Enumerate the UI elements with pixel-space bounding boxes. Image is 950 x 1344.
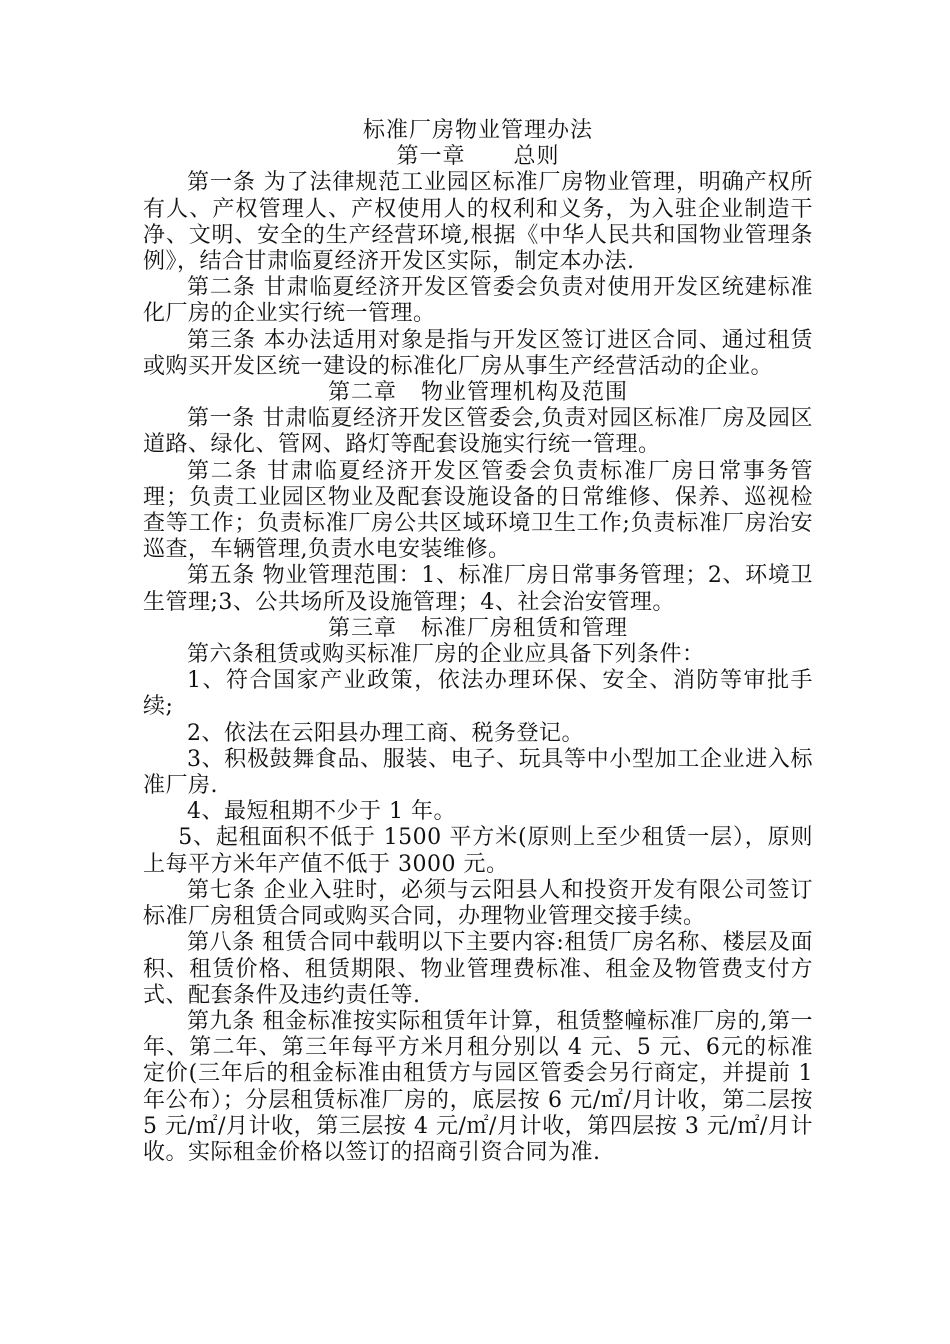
paragraph: 第五条 物业管理范围：1、标准厂房日常事务管理；2、环境卫生管理;3、公共场所及设施管理；4、社会治安管理。 [143,563,813,615]
paragraph: 第七条 企业入驻时，必须与云阳县人和投资开发有限公司签订标准厂房租赁合同或购买合同，办理物业管理交接手续。 [143,877,813,930]
paragraph: 1、符合国家产业政策，依法办理环保、安全、消防等审批手续; [143,668,813,720]
paragraph: 第六条租赁或购买标准厂房的企业应具备下列条件： [187,642,705,668]
paragraph: 第二条 甘肃临夏经济开发区管委会负责对使用开发区统建标准化厂房的企业实行统一管理。 [143,275,813,327]
paragraph: 第二条 甘肃临夏经济开发区管委会负责标准厂房日常事务管理；负责工业园区物业及配套设施设备的日常维修、保养、巡视检查等工作；负责标准厂房公共区域环境卫生工作;负责标准厂房治安巡查，车辆管理,负责水电安装维修。 [143,458,813,563]
chapter-heading-3: 第三章 标准厂房租赁和管理 [328,615,628,641]
paragraph: 第八条 租赁合同中载明以下主要内容:租赁厂房名称、楼层及面积、租赁价格、租赁期限、物业管理费标准、租金及物管费支付方式、配套条件及违约责任等. [143,930,813,1008]
paragraph: 5、起租面积不低于 1500 平方米(原则上至少租赁一层），原则上每平方米年产值不低于 3000 元。 [143,825,813,877]
document-title: 标准厂房物业管理办法 [362,118,593,143]
paragraph: 第一条 为了法律规范工业园区标准厂房物业管理，明确产权所有人、产权管理人、产权使用人的权利和义务，为入驻企业制造干净、文明、安全的生产经营环境,根据《中华人民共和国物业管理条例》，结合甘肃临夏经济开发区实际，制定本办法. [143,170,813,275]
document-page [143,118,813,1166]
paragraph: 第一条 甘肃临夏经济开发区管委会,负责对园区标准厂房及园区道路、绿化、管网、路灯等配套设施实行统一管理。 [143,406,813,458]
paragraph: 第九条 租金标准按实际租赁年计算，租赁整幢标准厂房的,第一年、第二年、第三年每平方米月租分别以 4 元、5 元、6元的标准定价(三年后的租金标准由租赁方与园区管委会另行商定，并提前 1 年公布）；分层租赁标准厂房的，底层按 6 元/㎡/月计收，第二层按 5 元/㎡/月计收，第三层按 4 元/㎡/月计收，第四层按 3 元/㎡/月计收。实际租金价格以签订的招商引资合同为准. [143,1008,813,1165]
paragraph: 第三条 本办法适用对象是指与开发区签订进区合同、通过租赁或购买开发区统一建设的标准化厂房从事生产经营活动的企业。 [143,327,813,379]
chapter-heading-2: 第二章 物业管理机构及范围 [328,380,628,406]
paragraph: 4、最短租期不少于 1 年。 [187,799,456,825]
paragraph: 3、积极鼓舞食品、服装、电子、玩具等中小型加工企业进入标准厂房. [143,746,813,799]
paragraph: 2、依法在云阳县办理工商、税务登记。 [187,720,584,746]
chapter-heading-1: 第一章 总则 [396,144,560,170]
